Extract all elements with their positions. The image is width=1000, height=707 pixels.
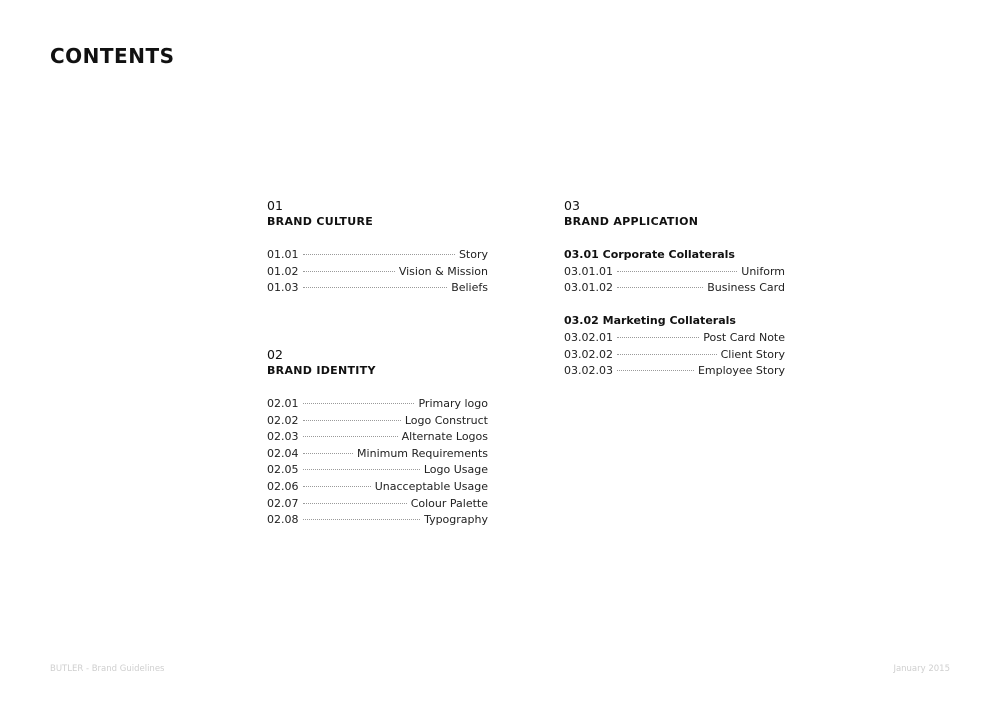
toc-entry[interactable]	[267, 512, 488, 529]
toc-entries	[267, 396, 488, 529]
dot-leader	[303, 420, 401, 421]
toc-group-title: 03.01 Corporate Collaterals	[564, 248, 735, 261]
toc-entry-label: Primary logo	[418, 397, 488, 410]
toc-entry-label: Typography	[424, 513, 488, 527]
toc-entry-label: Vision & Mission	[398, 264, 488, 278]
toc-entry-code: 03.02.01	[564, 330, 613, 344]
toc-entry-code: 02.03	[267, 430, 299, 444]
toc-entry-label: Business Card	[707, 281, 785, 295]
toc-entry[interactable]	[564, 363, 785, 380]
toc-entry-code: 02.06	[267, 479, 299, 493]
toc-entry-label: Employee Story	[697, 364, 785, 378]
toc-entry[interactable]	[267, 413, 488, 430]
toc-entry[interactable]	[267, 396, 488, 413]
section-brand-culture	[267, 198, 488, 297]
toc-entry[interactable]	[267, 462, 488, 479]
section-title: BRAND CULTURE	[267, 215, 374, 228]
toc-entry[interactable]	[564, 330, 785, 347]
toc-entry-label: Alternate Logos	[401, 430, 488, 444]
toc-entry-code: 03.02.03	[564, 364, 613, 378]
toc-entry-code: 01.03	[267, 281, 299, 295]
dot-leader	[303, 403, 415, 404]
toc-entry-label: Logo Usage	[423, 463, 488, 477]
toc-entry[interactable]	[267, 247, 488, 264]
toc-entry-label: Post Card Note	[703, 330, 785, 344]
dot-leader	[617, 354, 717, 355]
dot-leader	[617, 337, 699, 338]
toc-entry-code: 03.02.02	[564, 347, 613, 361]
toc-entry-code: 01.01	[267, 248, 299, 261]
toc-entry[interactable]	[267, 429, 488, 446]
footer-document-name: BUTLER - Brand Guidelines	[50, 664, 165, 674]
dot-leader	[303, 453, 354, 454]
section-number: 01	[267, 198, 283, 213]
section-number: 03	[564, 198, 580, 213]
toc-entry[interactable]	[564, 347, 785, 364]
toc-entry-code: 02.02	[267, 413, 299, 427]
toc-entry-code: 02.08	[267, 513, 299, 527]
page-title: CONTENTS	[50, 44, 175, 68]
toc-entry[interactable]	[267, 479, 488, 496]
toc-entry-code: 03.01.02	[564, 281, 613, 295]
toc-entry-code: 02.04	[267, 446, 299, 460]
toc-entry[interactable]	[267, 280, 488, 297]
toc-entries	[267, 247, 488, 297]
toc-entry-code: 01.02	[267, 264, 299, 278]
toc-entry-code: 02.05	[267, 463, 299, 477]
dot-leader	[303, 254, 455, 255]
dot-leader	[303, 486, 371, 487]
toc-entry[interactable]	[267, 446, 488, 463]
toc-entry[interactable]	[564, 280, 785, 297]
toc-group-marketing-collaterals	[564, 313, 785, 379]
toc-entry-label: Uniform	[741, 264, 785, 278]
dot-leader	[617, 370, 694, 371]
toc-entry-label: Unacceptable Usage	[374, 479, 488, 493]
toc-entry-code: 02.07	[267, 496, 299, 510]
toc-entry-label: Story	[458, 248, 488, 261]
toc-entry-label: Minimum Requirements	[357, 446, 488, 460]
dot-leader	[303, 271, 395, 272]
footer-date: January 2015	[893, 664, 950, 674]
toc-group-title: 03.02 Marketing Collaterals	[564, 314, 736, 328]
toc-entry-code: 02.01	[267, 397, 299, 410]
section-number: 02	[267, 347, 283, 362]
section-title: BRAND APPLICATION	[564, 215, 699, 228]
section-brand-application	[564, 198, 785, 380]
dot-leader	[303, 519, 421, 520]
toc-entry-code: 03.01.01	[564, 264, 613, 278]
dot-leader	[617, 271, 737, 272]
toc-group-corporate-collaterals	[564, 247, 785, 297]
dot-leader	[303, 287, 448, 288]
dot-leader	[303, 503, 407, 504]
toc-entry-label: Colour Palette	[410, 496, 488, 510]
toc-entry[interactable]	[564, 264, 785, 281]
toc-entry[interactable]	[267, 264, 488, 281]
toc-entry-label: Client Story	[720, 347, 785, 361]
dot-leader	[617, 287, 703, 288]
dot-leader	[303, 436, 398, 437]
dot-leader	[303, 469, 420, 470]
toc-entry[interactable]	[267, 496, 488, 513]
toc-entry-label: Logo Construct	[404, 413, 488, 427]
section-brand-identity	[267, 347, 488, 529]
toc-entries	[564, 247, 785, 380]
section-title: BRAND IDENTITY	[267, 364, 376, 377]
toc-entry-label: Beliefs	[451, 281, 488, 295]
